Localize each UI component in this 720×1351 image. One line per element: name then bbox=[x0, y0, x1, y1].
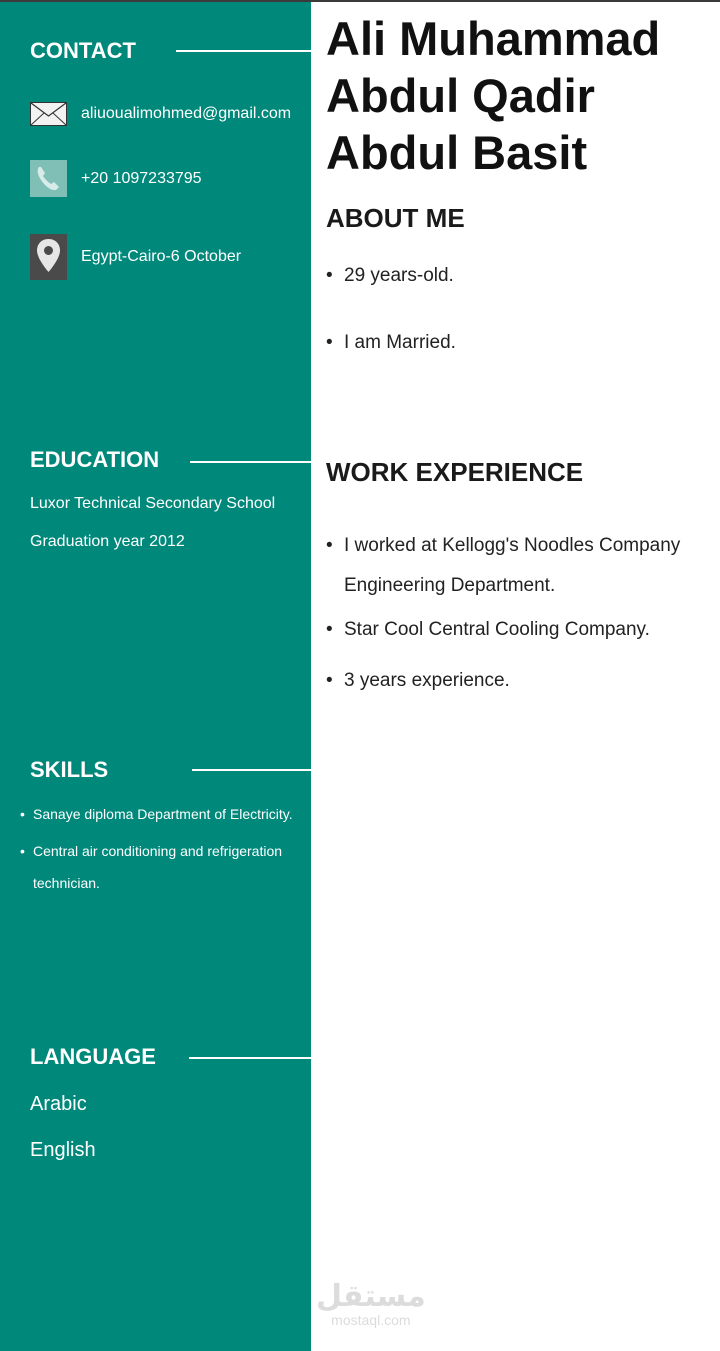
work-heading: WORK EXPERIENCE bbox=[326, 457, 584, 487]
main-content bbox=[311, 0, 720, 1351]
work-item: • I worked at Kellogg's Noodles Company Engineering Department. bbox=[326, 526, 720, 606]
education-graduation: Graduation year 2012 bbox=[30, 533, 185, 550]
skills-list bbox=[18, 798, 303, 904]
about-item: • 29 years-old. bbox=[326, 265, 720, 287]
work-item: • Star Cool Central Cooling Company. bbox=[326, 619, 720, 641]
skills-divider bbox=[192, 769, 311, 771]
education-divider bbox=[190, 461, 311, 463]
language-item: English bbox=[30, 1139, 96, 1161]
language-divider bbox=[189, 1057, 311, 1059]
location-text: Egypt-Cairo-6 October bbox=[81, 248, 242, 265]
mostaql-watermark bbox=[316, 1282, 426, 1328]
skill-item: • Central air conditioning and refrigeration technician. bbox=[18, 835, 303, 899]
contact-location bbox=[30, 234, 241, 280]
watermark-latin: mostaql.com bbox=[331, 1312, 411, 1328]
contact-divider bbox=[176, 50, 311, 52]
watermark-arabic: مستقل bbox=[316, 1280, 426, 1313]
phone-text: +20 1097233795 bbox=[81, 169, 202, 187]
about-item: • I am Married. bbox=[326, 332, 720, 354]
email-text: aliuoualimohmed@gmail.com bbox=[81, 104, 292, 122]
work-item: • 3 years experience. bbox=[326, 670, 720, 692]
contact-email bbox=[30, 95, 291, 132]
language-heading: LANGUAGE bbox=[30, 1044, 156, 1069]
skills-heading: SKILLS bbox=[30, 757, 109, 782]
education-school: Luxor Technical Secondary School bbox=[30, 495, 276, 512]
about-heading: ABOUT ME bbox=[326, 203, 465, 233]
sidebar bbox=[0, 2, 311, 1351]
person-name: Ali Muhammad Abdul Qadir Abdul Basit bbox=[326, 12, 661, 179]
phone-icon bbox=[30, 160, 67, 197]
language-item: Arabic bbox=[30, 1093, 87, 1115]
location-pin-icon bbox=[30, 234, 67, 280]
education-heading: EDUCATION bbox=[30, 447, 160, 472]
skill-item: • Sanaye diploma Department of Electricity. bbox=[18, 798, 303, 830]
contact-phone bbox=[30, 160, 202, 197]
envelope-icon bbox=[30, 95, 67, 132]
contact-heading: CONTACT bbox=[30, 38, 136, 63]
